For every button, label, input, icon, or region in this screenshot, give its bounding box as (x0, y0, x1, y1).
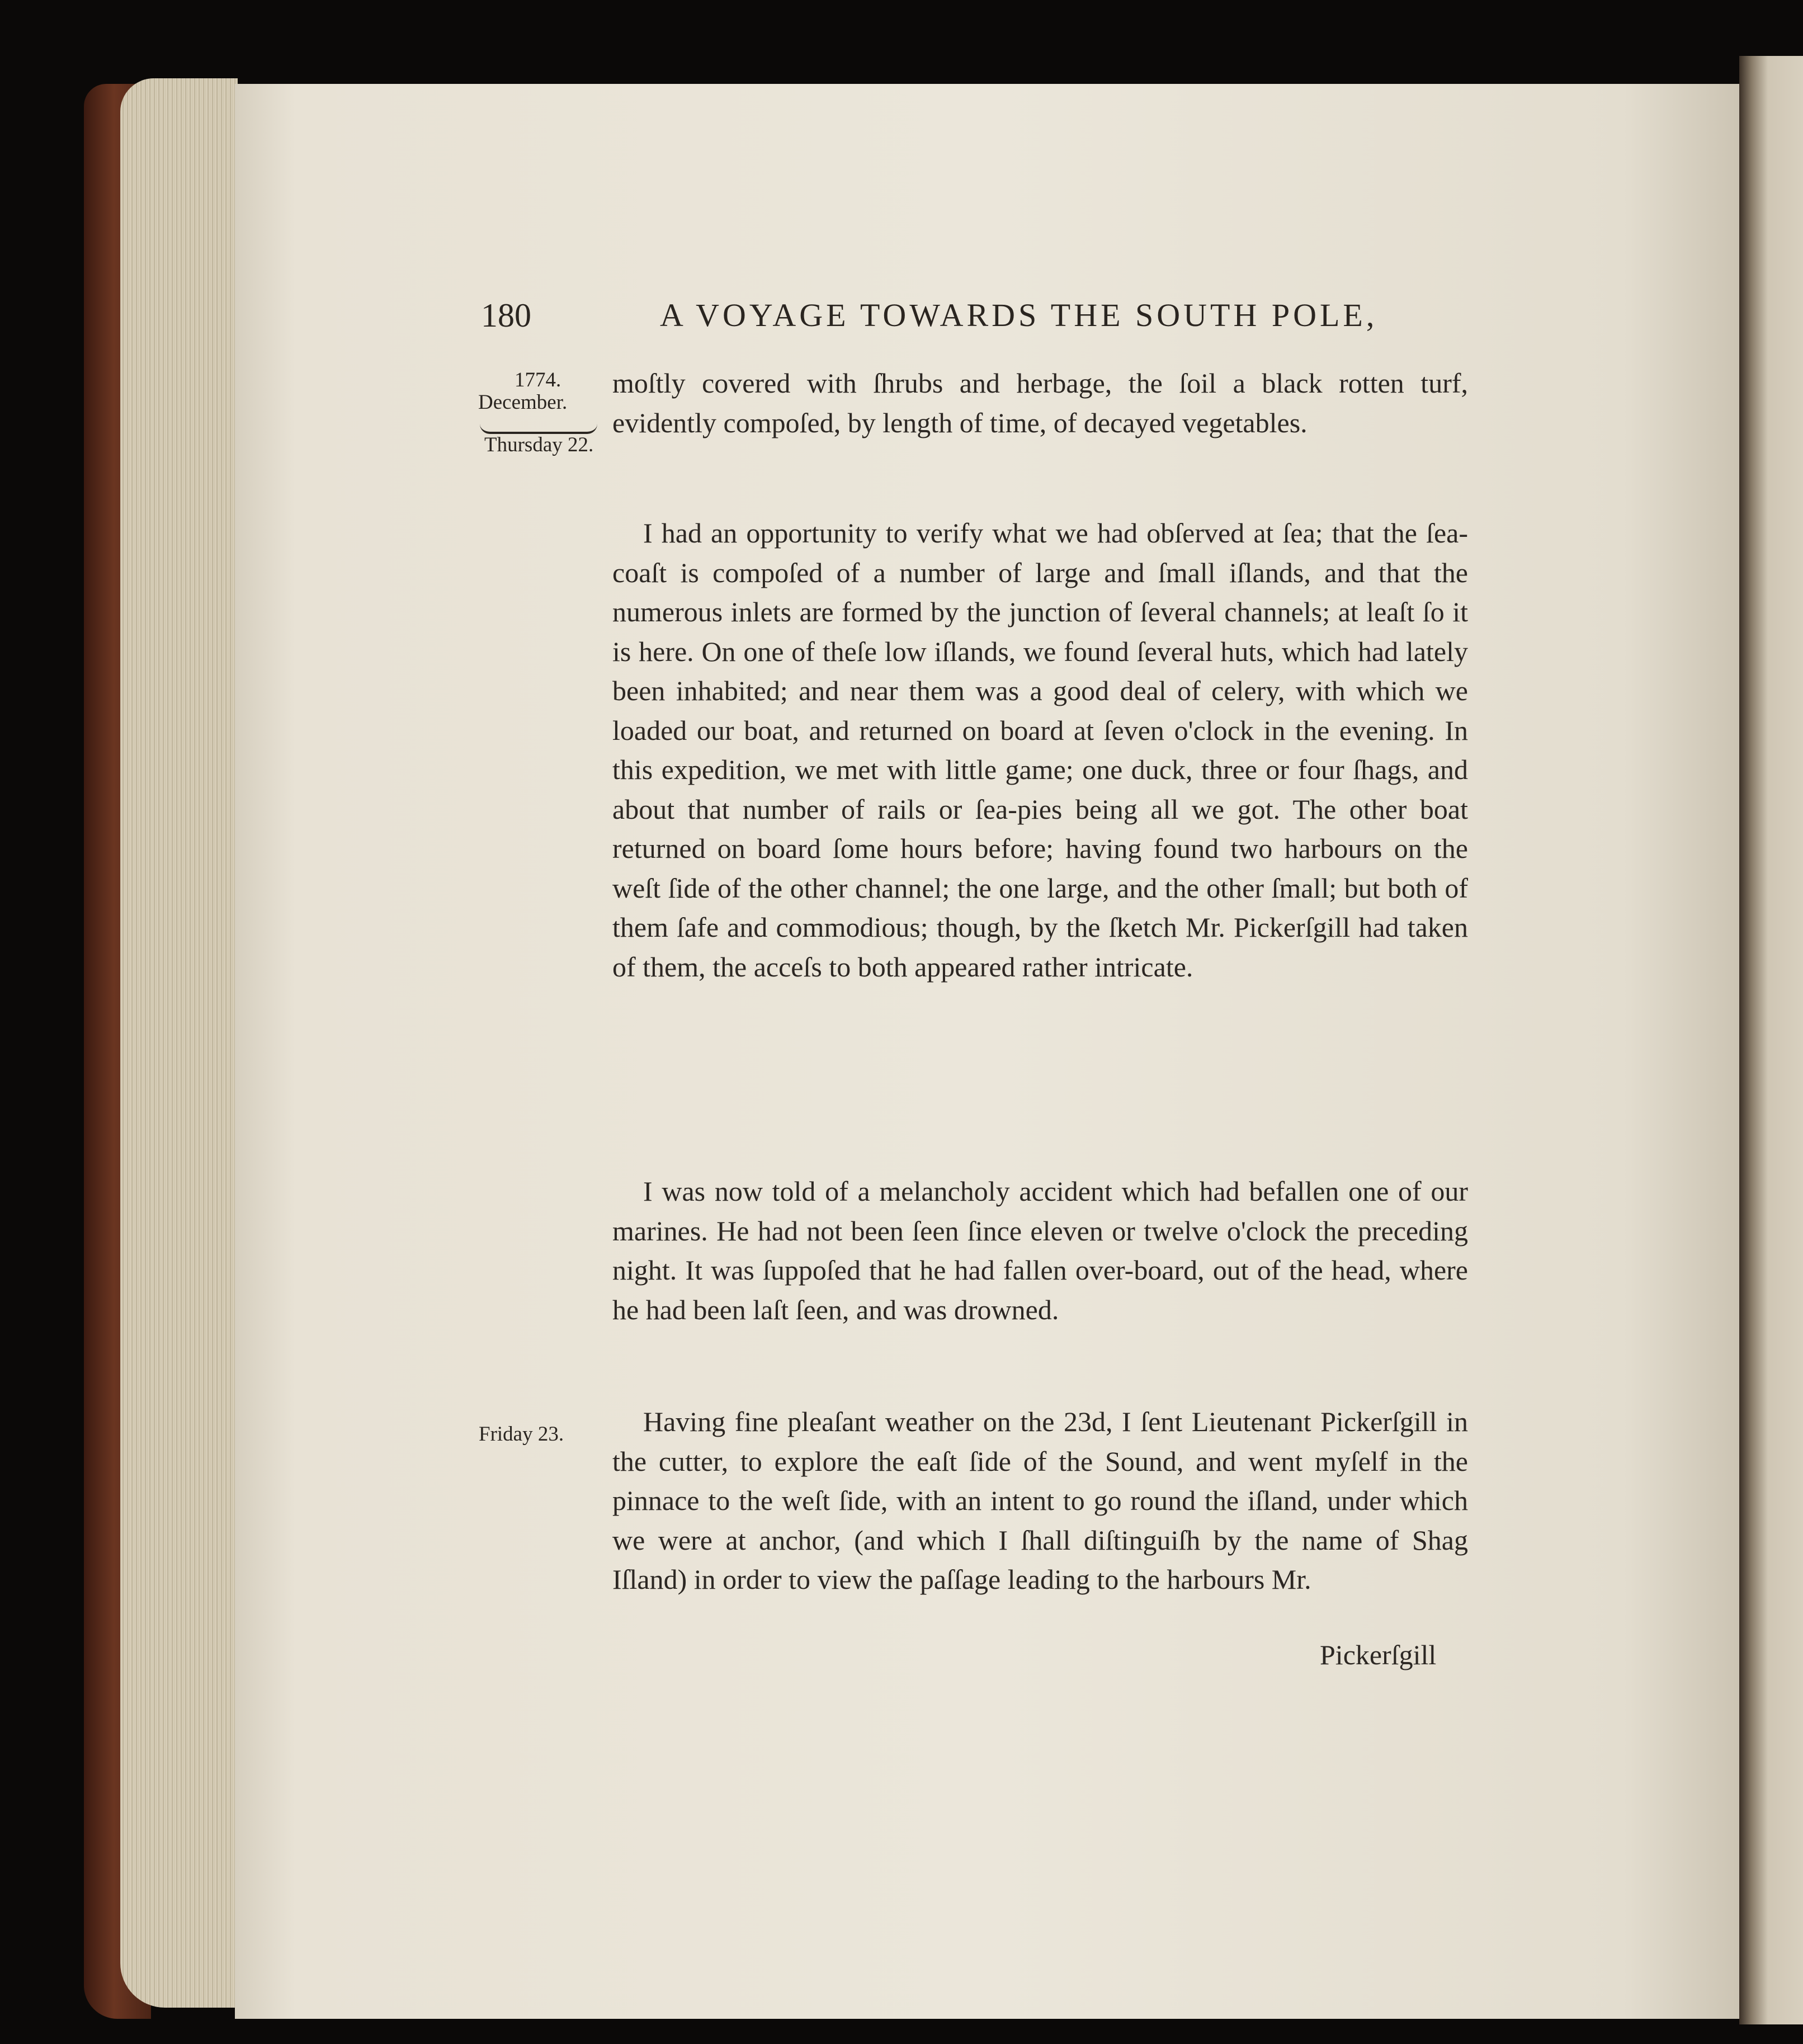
paragraph-3: I was now told of a melancholy accident which had befallen one of our marines. He had not been ſeen ſince eleven or twelve o'clock the preceding night. It was ſuppoſed that he had fallen over-board, out of the head, where he had been laſt ſeen, and was drowned. (612, 1176, 1468, 1325)
margin-date-thursday: Thursday 22. (484, 433, 594, 456)
margin-month: December. (478, 391, 568, 414)
paragraph-1: moſtly covered with ſhrubs and herbage, the ſoil a black rotten turf, evidently compoſed, by length of time, of decayed vegetables. (612, 367, 1468, 438)
paragraph-4: Having fine pleaſant weather on the 23d, I ſent Lieutenant Pickerſgill in the cutter, to explore the eaſt ſide of the Sound, and went myſelf in the pinnace to the weſt ſide, with an intent to go round the iſland, under which we were at anchor, (and which I ſhall diſtinguiſh by the name of Shag Iſland) in order to view the paſſage leading to the harbours Mr. (612, 1406, 1468, 1595)
facing-page-edge (1739, 56, 1803, 2024)
margin-year: 1774. (515, 369, 561, 391)
margin-date-friday: Friday 23. (479, 1423, 564, 1446)
paragraph-2: I had an opportunity to verify what we had obſerved at ſea; that the ſea-coaſt is compoſed of a number of large and ſmall iſlands, and that the numerous inlets are formed by the junction of ſeveral channels; at leaſt ſo it is here. On one of theſe low iſlands, we found ſeveral huts, which had lately been inhabited; and near them was a good deal of celery, with which we loaded our boat, and returned on board at ſeven o'clock in the evening. In this expedition, we met with little game; one duck, three or four ſhags, and about that number of rails or ſea-pies being all we got. The other boat returned on board ſome hours before; having found two harbours on the weſt ſide of the other channel; the one large, and the other ſmall; but both of them ſafe and commodious; though, by the ſketch Mr. Pickerſgill had taken of them, the acceſs to both appeared rather intricate. (612, 517, 1468, 983)
page-stack-edges (120, 78, 238, 2008)
page-number: 180 (481, 297, 531, 334)
running-head-title: A VOYAGE TOWARDS THE SOUTH POLE, (660, 297, 1378, 333)
margin-brace (480, 422, 597, 434)
catchword: Pickerſgill (1320, 1639, 1437, 1670)
